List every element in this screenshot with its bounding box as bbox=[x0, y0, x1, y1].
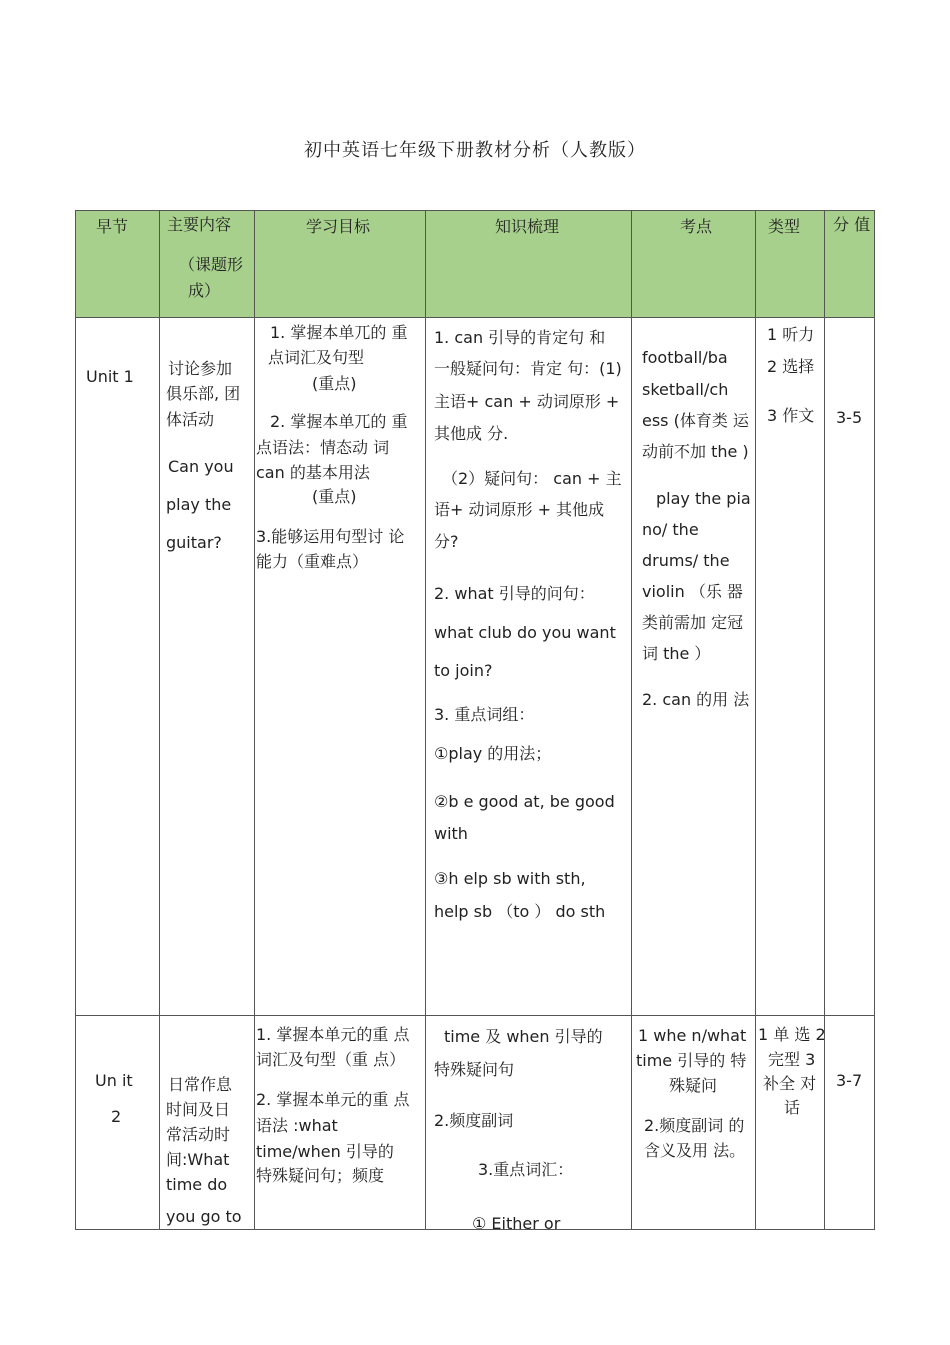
knowledge-text: 特殊疑问句 bbox=[434, 1060, 515, 1079]
column-divider bbox=[824, 210, 825, 1230]
goal-text: 词汇及句型（重 点） bbox=[256, 1050, 406, 1069]
type-text: 2 选择 bbox=[767, 357, 815, 376]
column-divider bbox=[874, 210, 875, 1230]
content-text: 日常作息 bbox=[168, 1075, 233, 1094]
knowledge-text: time 及 when 引导的 bbox=[444, 1027, 603, 1046]
goal-text: 1. 掌握本单元的重 点 bbox=[256, 1025, 410, 1044]
exam-point-text: 殊疑问 bbox=[669, 1076, 718, 1095]
unit-label: Unit 1 bbox=[86, 367, 134, 386]
content-text: Can you bbox=[168, 457, 234, 476]
exam-point-text: 2.频度副词 的 bbox=[644, 1116, 745, 1135]
knowledge-text: 1. can 引导的肯定句 和 bbox=[434, 328, 606, 347]
unit-label: 2 bbox=[111, 1107, 122, 1126]
content-text: play the bbox=[166, 495, 232, 514]
knowledge-text: to join? bbox=[434, 661, 493, 680]
content-text: 常活动时 bbox=[166, 1125, 231, 1144]
knowledge-text: help sb （to ） do sth bbox=[434, 902, 606, 921]
column-divider bbox=[254, 210, 255, 1230]
document-title: 初中英语七年级下册教材分析（人教版） bbox=[304, 140, 646, 161]
content-text: you go to bbox=[166, 1207, 242, 1226]
knowledge-text: 主语+ can + 动词原形 + bbox=[434, 392, 620, 411]
knowledge-text: what club do you want bbox=[434, 623, 616, 642]
header-content: （课题形 bbox=[179, 255, 244, 274]
column-divider bbox=[75, 210, 76, 1230]
type-text: 1 听力 bbox=[767, 325, 815, 344]
exam-point-text: drums/ the bbox=[642, 551, 730, 570]
exam-point-text: 含义及用 法。 bbox=[644, 1141, 746, 1160]
goal-text: 语法 :what bbox=[256, 1116, 338, 1135]
goal-text: 1. 掌握本单兀的 重 bbox=[270, 323, 408, 342]
header-content: 成） bbox=[188, 281, 221, 300]
column-divider bbox=[631, 210, 632, 1230]
knowledge-text: ②b e good at, be good bbox=[434, 792, 615, 811]
header-type: 类型 bbox=[768, 217, 801, 236]
goal-text: (重点) bbox=[312, 487, 357, 506]
content-text: 体活动 bbox=[166, 410, 215, 429]
knowledge-text: 3.重点词汇： bbox=[478, 1160, 574, 1179]
knowledge-text: 其他成 分. bbox=[434, 424, 509, 443]
type-text: 1 单 选 2 bbox=[758, 1025, 826, 1044]
content-text: guitar? bbox=[166, 533, 222, 552]
knowledge-text: 2. what 引导的问句： bbox=[434, 584, 595, 603]
header-chapter: 早节 bbox=[96, 217, 129, 236]
exam-point-text: violin （乐 器 bbox=[642, 582, 743, 601]
knowledge-text: 3. 重点词组： bbox=[434, 705, 535, 724]
knowledge-text: 2.频度副词 bbox=[434, 1111, 514, 1130]
content-text: 讨论参加 bbox=[168, 359, 233, 378]
exam-point-text: no/ the bbox=[642, 520, 699, 539]
goal-text: 3.能够运用句型讨 论 bbox=[256, 527, 405, 546]
goal-text: can 的基本用法 bbox=[256, 463, 370, 482]
column-divider bbox=[755, 210, 756, 1230]
header-goals: 学习目标 bbox=[306, 217, 371, 236]
exam-point-text: 2. can 的用 法 bbox=[642, 690, 750, 709]
goal-text: (重点) bbox=[312, 374, 357, 393]
goal-text: 特殊疑问句；频度 bbox=[256, 1166, 385, 1185]
goal-text: 点词汇及句型 bbox=[268, 348, 365, 367]
goal-text: 2. 掌握本单元的重 点 bbox=[256, 1090, 410, 1109]
goal-text: time/when 引导的 bbox=[256, 1142, 394, 1161]
content-text: time do bbox=[166, 1175, 228, 1194]
type-text: 补全 对 bbox=[763, 1074, 817, 1093]
knowledge-text: ①play 的用法； bbox=[434, 744, 552, 763]
type-text: 话 bbox=[784, 1098, 801, 1117]
knowledge-text: ① Either or bbox=[472, 1214, 561, 1233]
type-text: 3 作文 bbox=[767, 406, 815, 425]
type-text: 完型 3 bbox=[768, 1050, 816, 1069]
exam-point-text: time 引导的 特 bbox=[636, 1051, 747, 1070]
column-divider bbox=[425, 210, 426, 1230]
exam-point-text: play the pia bbox=[656, 489, 751, 508]
knowledge-text: （2）疑问句： can + 主 bbox=[442, 469, 622, 488]
content-text: 时间及日 bbox=[166, 1100, 231, 1119]
exam-point-text: ess (体育类 运 bbox=[642, 411, 749, 430]
exam-point-text: 词 the ） bbox=[642, 644, 711, 663]
exam-point-text: football/ba bbox=[642, 348, 728, 367]
goal-text: 点语法：情态动 词 bbox=[256, 438, 390, 457]
score-value: 3-5 bbox=[836, 408, 863, 427]
knowledge-text: 一般疑问句：肯定 句：(1) bbox=[434, 359, 622, 378]
knowledge-text: 分? bbox=[434, 532, 459, 551]
exam-point-text: sketball/ch bbox=[642, 380, 729, 399]
header-exam-points: 考点 bbox=[680, 217, 713, 236]
exam-point-text: 1 whe n/what bbox=[638, 1026, 747, 1045]
header-knowledge: 知识梳理 bbox=[495, 217, 560, 236]
exam-point-text: 类前需加 定冠 bbox=[642, 613, 744, 632]
knowledge-text: 语+ 动词原形 + 其他成 bbox=[434, 500, 605, 519]
content-text: 俱乐部, 团 bbox=[166, 384, 241, 403]
content-text: 间:What bbox=[166, 1150, 230, 1169]
goal-text: 能力（重难点） bbox=[256, 552, 369, 571]
knowledge-text: with bbox=[434, 824, 468, 843]
score-value: 3-7 bbox=[836, 1071, 863, 1090]
header-score: 分 值 bbox=[833, 215, 871, 234]
column-divider bbox=[159, 210, 160, 1230]
header-content: 主要内容 bbox=[167, 215, 232, 234]
knowledge-text: ③h elp sb with sth, bbox=[434, 869, 586, 888]
unit-label: Un it bbox=[95, 1071, 133, 1090]
exam-point-text: 动前不加 the ) bbox=[642, 442, 749, 461]
goal-text: 2. 掌握本单兀的 重 bbox=[270, 412, 408, 431]
